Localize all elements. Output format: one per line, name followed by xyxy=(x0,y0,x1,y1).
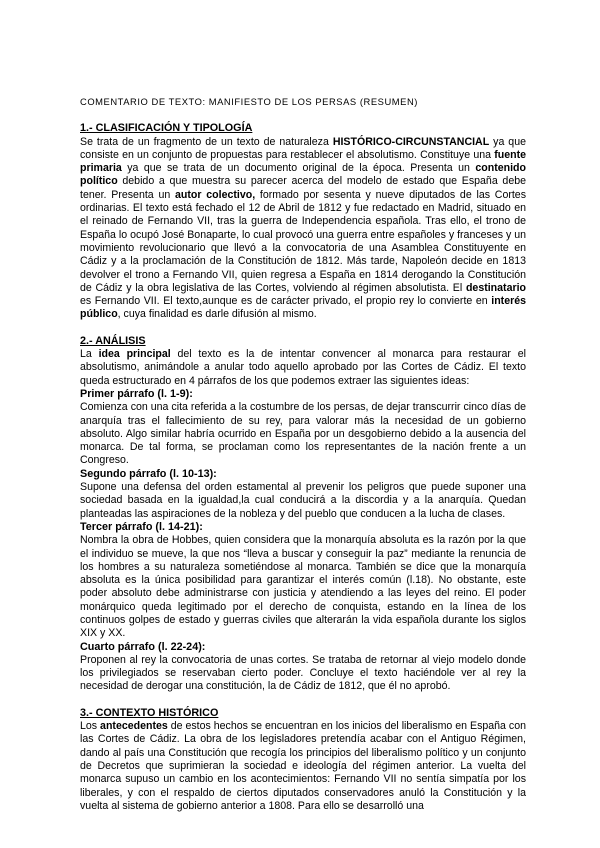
bold-term: destinatario xyxy=(465,281,526,294)
subsection-title-cuarto-parrafo: Cuarto párrafo (l. 22-24): xyxy=(80,640,206,653)
bold-term: idea principal xyxy=(98,348,171,361)
section-heading-contexto: 3.- CONTEXTO HISTÓRICO xyxy=(80,706,219,719)
text-run: Los xyxy=(80,720,101,733)
section-heading-clasificacion: 1.- CLASIFICACIÓN Y TIPOLOGÍA xyxy=(80,122,253,135)
bold-term: fuente primaria xyxy=(80,148,526,175)
bold-term: antecedentes xyxy=(100,720,168,733)
document-body xyxy=(80,95,526,813)
paragraph-contexto xyxy=(80,720,526,813)
text-run: debido a que muestra su parecer acerca del modelo de estado que España debe tener. Presenta un xyxy=(80,175,526,201)
text-run: es Fernando VII. El texto,aunque es de carácter privado, el propio rey lo convierte en xyxy=(80,295,492,308)
text-run: ya que consiste en un conjunto de propuestas para restablecer el absolutismo. Constituye una xyxy=(80,135,526,161)
bold-term: autor colectivo, xyxy=(175,188,256,201)
subsection-text-tercer-parrafo: Nombra la obra de Hobbes, quien considera que la monarquía absoluta es la razón por la que el individuo se mueve, la que nos “lleva a buscar y conseguir la paz” mediante la renuncia de los hombres a su naturaleza sometiéndose al monarca. También se dice que la monarquía absoluta es la única posibilidad para garantizar el interés común (l.18). No obstante, este poder absoluto debe administrarse con justicia y atendiendo a las leyes del reino. El poder monárquico queda legitimado por el derecho de conquista, estando en la línea de los continuos golpes de estado y guerras civiles que alterarán la vida española durante los siglos XIX y XX. xyxy=(80,534,526,640)
bold-term: contenido político xyxy=(80,162,526,188)
subsection-title-segundo-parrafo: Segundo párrafo (l. 10-13): xyxy=(80,467,217,480)
text-run: formado por sesenta y nueve diputados de las Cortes ordinarias. El texto está fechado el 12 de Abril de 1812 y fue redactado en Madrid, situado en el reinado de Fernando VII, tras la guerra de Independencia española. Tras ello, el trono de España lo ocupó José Bonaparte, lo cual provocó una guerra entre españoles y franceses y un movimiento revolucionario que llevó a la convocatoria de una Asamblea Constituyente en Cádiz y a la proclamación de la Constitución de 1812. Más tarde, Napoleón decide en 1813 devolver el trono a Fernando VII, quien regresa a España en 1814 derogando la Constitución de Cádiz y la obra legislativa de las Cortes, volviendo al régimen absolutista. El xyxy=(80,188,526,294)
paragraph-clasificacion xyxy=(80,136,526,322)
subsection-text-primer-parrafo: Comienza con una cita referida a la costumbre de los persas, de dejar transcurrir cinco días de anarquía tras el fallecimiento de su rey, para valorar más la necesidad de un gobierno absoluto. Algo similar habría ocurrido en España por un desgobierno debido a la ausencia del monarca. De tal forma, se proclaman como los representantes de la nación frente a un Congreso. xyxy=(80,401,526,467)
section-heading-analisis: 2.- ANÁLISIS xyxy=(80,334,146,347)
text-run: de estos hechos se encuentran en los inicios del liberalismo en España con las Cortes de Cádiz. La obra de los legisladores pretendía acabar con el Antiguo Régimen, dando al país una Constitución que recogía los principios del liberalismo político y un conjunto de Decretos que suprimieran la sociedad e ideología del régimen anterior. La vuelta del monarca supuso un cambio en los acontecimientos: Fernando VII no sentía simpatía por los liberales, y con el respaldo de ciertos diputados conservadores anuló la Constitución y la vuelta al sistema de gobierno anterior a 1808. Para ello se desarrolló una xyxy=(80,720,526,812)
text-run: La xyxy=(80,348,99,361)
bold-term: interés público xyxy=(80,295,526,321)
subsection-text-cuarto-parrafo: Proponen al rey la convocatoria de unas cortes. Se trataba de retornar al viejo modelo donde los privilegiados se reservaban cierto poder. Concluye el texto haciéndole ver al rey la necesidad de derogar una constitución, la de Cádiz de 1812, que él no aprobó. xyxy=(80,653,526,693)
bold-term: HISTÓRICO-CIRCUNSTANCIAL xyxy=(332,135,490,148)
subsection-title-primer-parrafo: Primer párrafo (l. 1-9): xyxy=(80,387,193,400)
text-run: ya que se trata de un documento original de la época. Presenta un xyxy=(121,162,476,175)
text-run: Se trata de un fragmento de un texto de naturaleza xyxy=(80,135,333,148)
document-title: COMENTARIO DE TEXTO: MANIFIESTO DE LOS PERSAS (RESUMEN) xyxy=(80,96,418,107)
text-run: , cuya finalidad es darle difusión al mismo. xyxy=(117,308,317,321)
paragraph-analisis-intro xyxy=(80,348,526,388)
subsection-title-tercer-parrafo: Tercer párrafo (l. 14-21): xyxy=(80,520,203,533)
subsection-text-segundo-parrafo: Supone una defensa del orden estamental al prevenir los peligros que puede suponer una sociedad basada en la igualdad,la cual conducirá a la discordia y a la anarquía. Quedan planteadas las aspiraciones de la nobleza y del pueblo que conducen a la lucha de clases. xyxy=(80,481,526,520)
text-run: del texto es la de intentar convencer al monarca para restaurar el absolutismo, animándole a anular todo aquello aprobado por las Cortes de Cádiz. El texto queda estructurado en 4 párrafos de los que podemos extraer las siguientes ideas: xyxy=(80,348,526,387)
